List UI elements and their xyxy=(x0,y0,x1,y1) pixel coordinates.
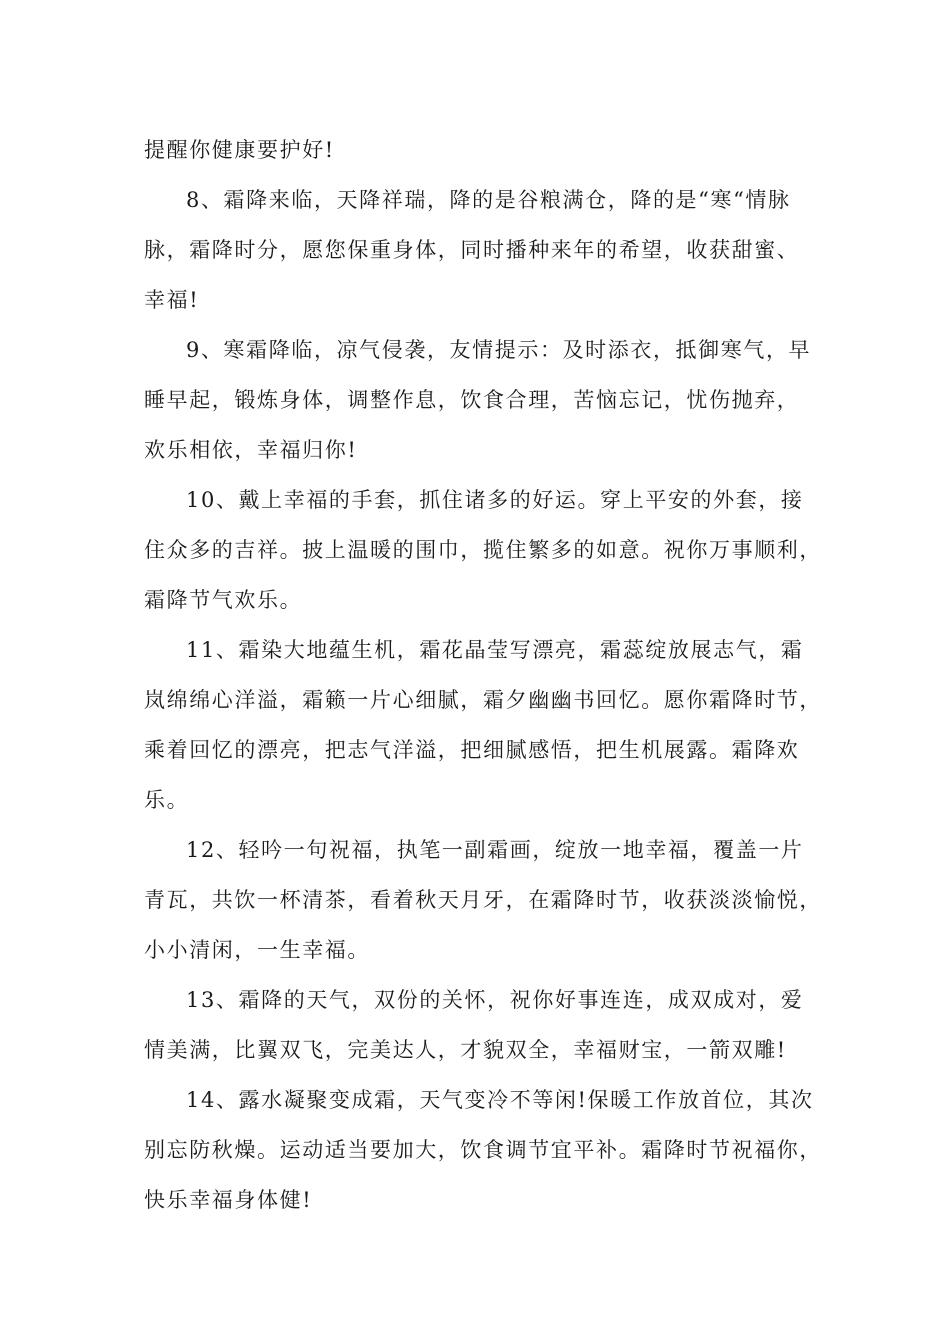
paragraph-10-line-2: 住众多的吉祥。披上温暖的围巾，揽住繁多的如意。祝你万事顺利， xyxy=(144,538,822,562)
paragraph-11-line-3: 乘着回忆的漂亮，把志气洋溢，把细腻感悟，把生机展露。霜降欢 xyxy=(144,738,800,762)
text-line: 提醒你健康要护好! xyxy=(144,138,335,162)
paragraph-9-line-2: 睡早起，锻炼身体，调整作息，饮食合理，苦恼忘记，忧伤抛弃， xyxy=(144,388,800,412)
paragraph-10-line-3: 霜降节气欢乐。 xyxy=(144,588,303,612)
paragraph-11-line-1: 11、霜染大地蕴生机，霜花晶莹写漂亮，霜蕊绽放展志气，霜 xyxy=(186,638,804,662)
paragraph-13-line-2: 情美满，比翼双飞，完美达人，才貌双全，幸福财宝，一箭双雕! xyxy=(144,1038,787,1062)
paragraph-8-line-1: 8、霜降来临，天降祥瑞，降的是谷粮满仓，降的是“寒“情脉 xyxy=(186,188,791,212)
paragraph-9-line-3: 欢乐相依，幸福归你! xyxy=(144,438,358,462)
paragraph-14-line-1: 14、露水凝聚变成霜，天气变冷不等闲!保暖工作放首位，其次 xyxy=(186,1088,814,1112)
paragraph-12-line-3: 小小清闲，一生幸福。 xyxy=(144,938,370,962)
paragraph-12-line-1: 12、轻吟一句祝福，执笔一副霜画，绽放一地幸福，覆盖一片 xyxy=(186,838,804,862)
paragraph-14-line-2: 别忘防秋燥。运动适当要加大，饮食调节宜平补。霜降时节祝福你， xyxy=(144,1138,822,1162)
paragraph-12-line-2: 青瓦，共饮一杯清茶，看着秋天月牙，在霜降时节，收获淡淡愉悦， xyxy=(144,888,822,912)
paragraph-13-line-1: 13、霜降的天气，双份的关怀，祝你好事连连，成双成对，爱 xyxy=(186,988,804,1012)
paragraph-8-line-3: 幸福! xyxy=(144,288,200,312)
paragraph-8-line-2: 脉，霜降时分，愿您保重身体，同时播种来年的希望，收获甜蜜、 xyxy=(144,238,800,262)
paragraph-10-line-1: 10、戴上幸福的手套，抓住诸多的好运。穿上平安的外套，接 xyxy=(186,488,804,512)
paragraph-9-line-1: 9、寒霜降临，凉气侵袭，友情提示：及时添衣，抵御寒气，早 xyxy=(186,338,812,362)
paragraph-11-line-2: 岚绵绵心洋溢，霜籁一片心细腻，霜夕幽幽书回忆。愿你霜降时节， xyxy=(144,688,822,712)
paragraph-14-line-3: 快乐幸福身体健! xyxy=(144,1188,313,1212)
paragraph-11-line-4: 乐。 xyxy=(144,788,190,812)
